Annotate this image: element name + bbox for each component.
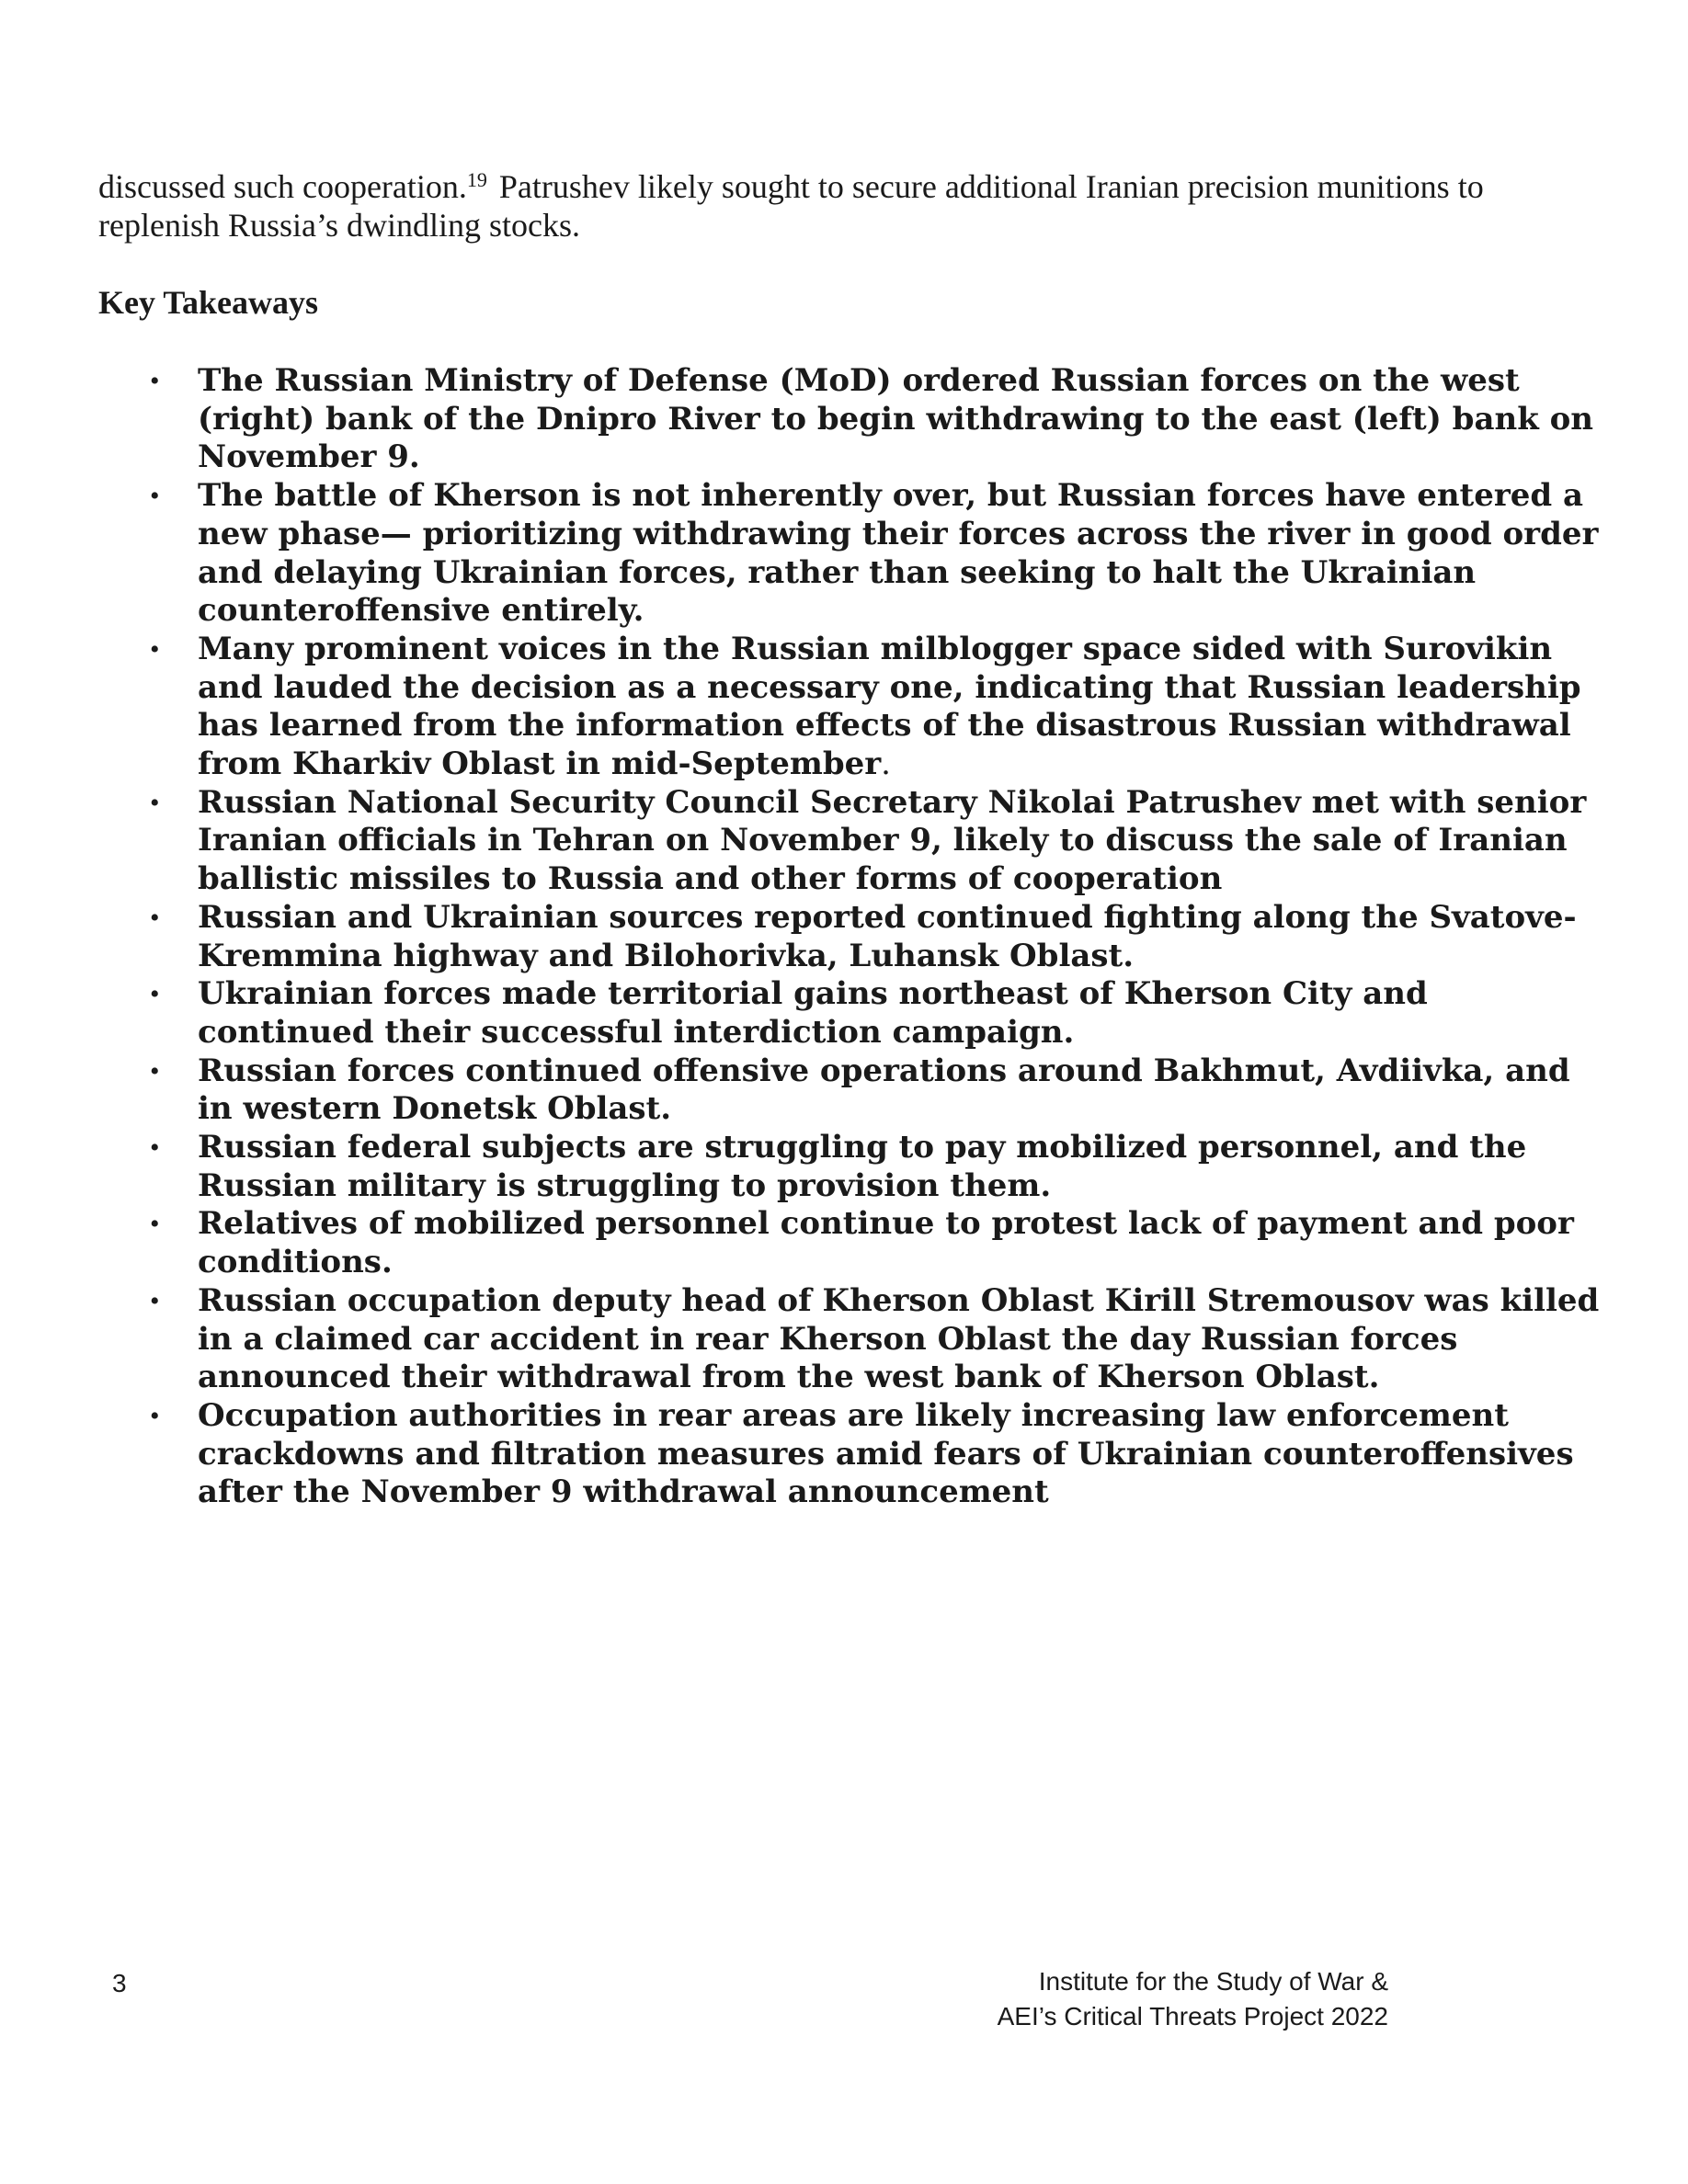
section-heading: Key Takeaways xyxy=(98,284,319,321)
bullet-icon: • xyxy=(150,633,160,665)
bullet-icon: • xyxy=(150,481,160,512)
intro-text-end: Patrushev likely sought to secure additional Iranian precision munitions to replenish Russia’s dwindling stocks. xyxy=(98,168,1484,244)
takeaway-text: The Russian Ministry of Defense (MoD) ordered Russian forces on the west (right) bank of the Dnipro River to begin withdrawing to the east (left) bank on November 9. xyxy=(198,362,1593,476)
takeaway-item xyxy=(98,1052,1606,1129)
intro-text-start: discussed such cooperation. xyxy=(98,168,467,205)
takeaway-trailing-period: . xyxy=(881,745,891,783)
takeaway-text: Relatives of mobilized personnel continue to protest lack of payment and poor conditions. xyxy=(198,1205,1574,1281)
takeaway-text: Russian National Security Council Secretary Nikolai Patrushev met with senior Iranian officials in Tehran on November 9, likely to discuss the sale of Iranian ballistic missiles to Russia and other forms of cooperation xyxy=(198,783,1587,898)
takeaway-item xyxy=(98,899,1606,975)
footer-attribution xyxy=(938,1964,1388,2034)
bullet-icon: • xyxy=(150,787,160,818)
footer-org-line-1: Institute for the Study of War & xyxy=(1038,1967,1388,1996)
bullet-icon: • xyxy=(150,366,160,396)
takeaway-item xyxy=(98,1129,1606,1205)
page-number: 3 xyxy=(112,1969,127,1997)
takeaway-text: Russian federal subjects are struggling to pay mobilized personnel, and the Russian military is struggling to provision them. xyxy=(198,1129,1527,1204)
key-takeaways-list xyxy=(98,362,1606,1512)
bullet-icon: • xyxy=(150,1209,160,1240)
takeaway-item xyxy=(98,784,1606,899)
bullet-icon: • xyxy=(150,1055,160,1086)
bullet-icon: • xyxy=(150,979,160,1010)
bullet-icon: • xyxy=(150,902,160,933)
bullet-icon: • xyxy=(150,1400,160,1431)
takeaway-text: Russian occupation deputy head of Kherson Oblast Kirill Stremousov was killed in a claimed car accident in rear Kherson Oblast the day Russian forces announced their withdrawal from the west bank of Kherson Oblast. xyxy=(198,1281,1600,1396)
takeaway-text: Russian forces continued offensive operations around Bakhmut, Avdiivka, and in western Donetsk Oblast. xyxy=(198,1052,1570,1128)
takeaway-item xyxy=(98,1397,1606,1512)
takeaway-item xyxy=(98,1282,1606,1397)
takeaway-item xyxy=(98,1205,1606,1281)
takeaway-text: Russian and Ukrainian sources reported continued fighting along the Svatove-Kremmina highway and Bilohorivka, Luhansk Oblast. xyxy=(198,898,1577,974)
takeaway-text: Many prominent voices in the Russian milblogger space sided with Surovikin and lauded the decision as a necessary one, indicating that Russian leadership has learned from the information effects of the disastrous Russian withdrawal from Kharkiv Oblast in mid-September xyxy=(198,630,1581,783)
takeaway-text: Ukrainian forces made territorial gains northeast of Kherson City and continued their successful interdiction campaign. xyxy=(198,975,1428,1051)
footnote-ref[interactable]: 19 xyxy=(466,168,487,191)
footer-org-line-2: AEI’s Critical Threats Project 2022 xyxy=(997,2002,1388,2030)
bullet-icon: • xyxy=(150,1285,160,1316)
takeaway-item xyxy=(98,362,1606,477)
intro-paragraph xyxy=(98,167,1606,245)
takeaway-item xyxy=(98,477,1606,631)
takeaway-item xyxy=(98,631,1606,784)
bullet-icon: • xyxy=(150,1132,160,1164)
takeaway-text: The battle of Kherson is not inherently over, but Russian forces have entered a new phase— prioritizing withdrawing their forces across the river in good order and delaying Ukrainian forces, rather than seeking to halt the Ukrainian counteroffensive entirely. xyxy=(198,477,1599,630)
takeaway-item xyxy=(98,975,1606,1052)
takeaway-text: Occupation authorities in rear areas are likely increasing law enforcement crackdowns and filtration measures amid fears of Ukrainian counteroffensives after the November 9 withdrawal announcement xyxy=(198,1396,1574,1511)
